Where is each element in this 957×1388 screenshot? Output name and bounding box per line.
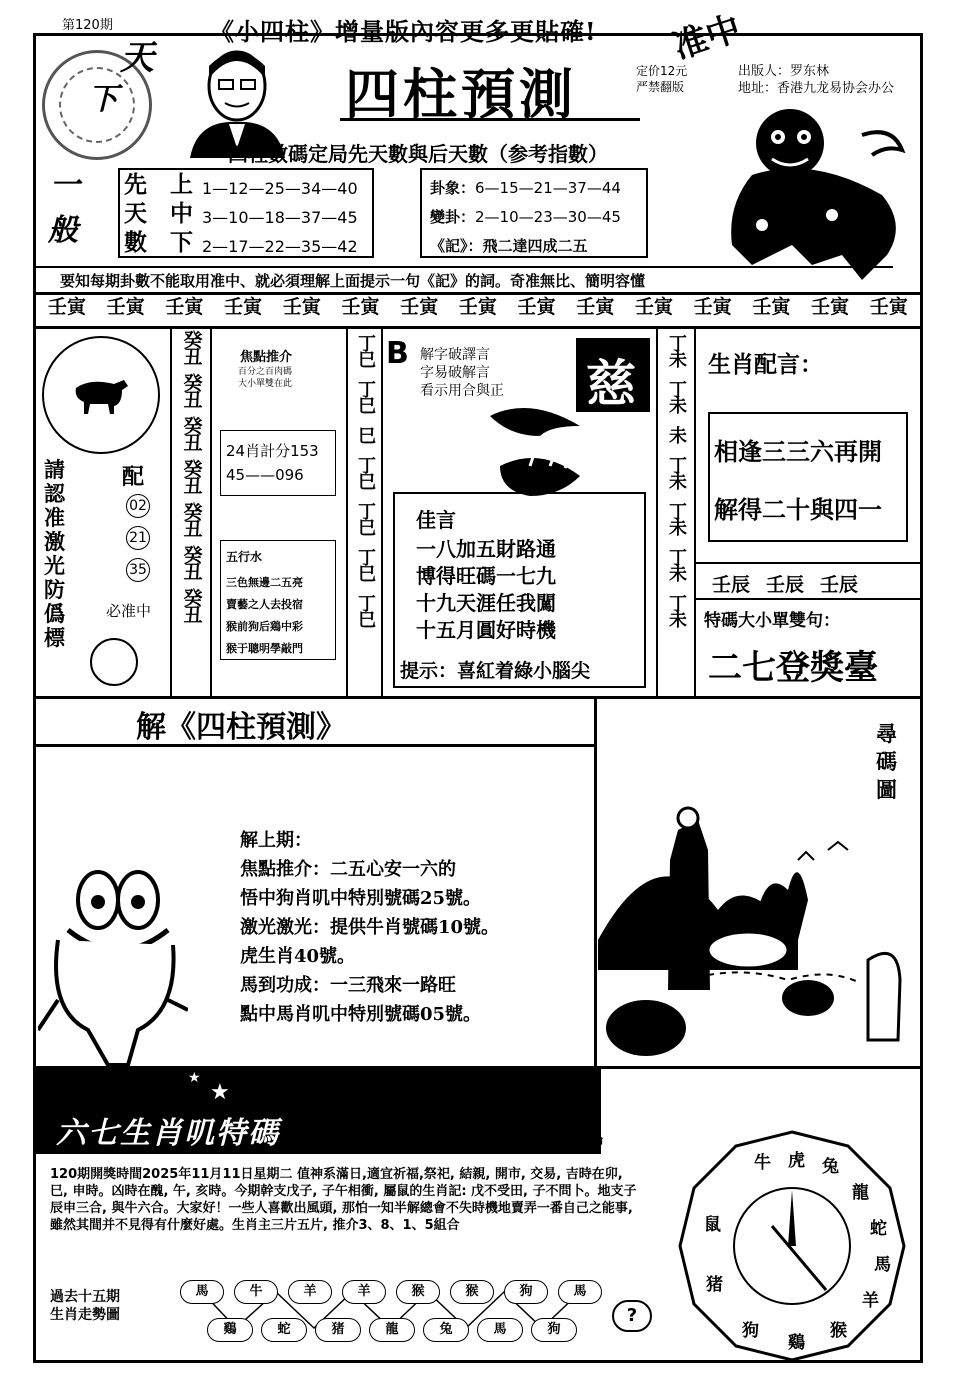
zodiac-wheel <box>676 1130 908 1362</box>
jie-line: 點中馬肖叽中特別號碼05號。 <box>240 1004 482 1025</box>
vertical-char: 防 <box>44 577 65 602</box>
wheel-label: 猴 <box>830 1321 847 1341</box>
ji-text: 《記》：飛二達四成二五 <box>430 237 588 255</box>
trend-top-cell: 狗 <box>504 1280 548 1304</box>
trend-bottom-cell: 龍 <box>369 1318 415 1342</box>
pei-num: 21 <box>126 526 150 550</box>
renchen-cell: 壬辰 <box>766 574 805 596</box>
calc-line-2: 45——096 <box>226 466 304 484</box>
wheel-label: 馬 <box>874 1255 891 1275</box>
dingsi-cell: 丁巳 <box>355 548 376 580</box>
brand-title: 四柱預測 <box>345 62 577 126</box>
star-icon: ★ <box>188 1070 201 1086</box>
trend-bottom-cell: 狗 <box>531 1318 577 1342</box>
trend-bottom-cell: 蛇 <box>261 1318 307 1342</box>
dingwei-cell: 未 <box>666 426 687 442</box>
jie-line: 激光激光：提供牛肖號碼10號。 <box>240 917 500 938</box>
trend-label: 生肖走勢圖 <box>50 1307 120 1323</box>
wheel-label: 狗 <box>742 1321 759 1341</box>
jie-line: 悟中狗肖叽中特別號碼25號。 <box>240 888 482 909</box>
ganzhi-cell: 壬寅 <box>693 296 732 318</box>
wheel-label: 牛 <box>754 1153 771 1173</box>
trend-bottom-cell: 猪 <box>315 1318 361 1342</box>
zhunzhong-stamp: 准中 <box>668 8 746 68</box>
bird-plant-image <box>470 396 610 506</box>
ganzhi-cell: 壬寅 <box>811 296 850 318</box>
wheel-label: 兔 <box>822 1157 839 1177</box>
dingwei-cell: 丁未 <box>666 334 687 366</box>
jiayan-line: 博得旺碼一七九 <box>416 564 556 588</box>
xtd-pos-shang: 上 <box>170 171 193 198</box>
gua-nums: 6—15—21—37—44 <box>475 179 621 197</box>
focus-sub2: 大小單雙在此 <box>238 379 293 389</box>
title-underline <box>340 118 640 121</box>
shengxiao-title: 生肖配言： <box>708 351 823 378</box>
ganzhi-cell: 壬寅 <box>517 296 556 318</box>
trend-top-cell: 羊 <box>342 1280 386 1304</box>
wheel-label: 羊 <box>862 1291 879 1311</box>
tema-value: 二七登獎臺 <box>708 648 878 688</box>
big-char-yi: 一 <box>50 168 80 203</box>
dingsi-cell: 丁巳 <box>355 594 376 626</box>
xtd-row-3: 2—17—22—35—42 <box>202 237 358 256</box>
trend-top-cell: 牛 <box>234 1280 278 1304</box>
trend-label: 過去十五期 <box>50 1289 120 1305</box>
xtd-label-tian: 天 <box>124 200 147 227</box>
big-char-tian: 天 <box>120 38 154 78</box>
wuxing-line: 猴于聰明學敲門 <box>226 642 303 655</box>
wheel-label: 龍 <box>852 1183 869 1203</box>
renchen-cell: 壬辰 <box>712 574 751 596</box>
guichou-cell: 癸丑 <box>180 502 203 536</box>
dingwei-cell: 丁未 <box>666 502 687 534</box>
big-char-xia: 下 <box>88 82 118 117</box>
star-icon: ★ <box>210 1080 230 1105</box>
top-banner: 《小四柱》增量版內容更多更貼確! <box>210 17 597 46</box>
vertical-char: 請 <box>44 457 65 482</box>
notice-text: 要知每期卦數不能取用准中、就必須理解上面提示一句《記》的詞。奇准無比、簡明容懂 <box>60 272 646 290</box>
wheel-label: 虎 <box>788 1151 805 1171</box>
vertical-char: 激 <box>44 529 65 554</box>
cartoon-character <box>38 860 188 1070</box>
xtd-pos-xia: 下 <box>170 229 193 256</box>
slogan-text: 猜中必中 百發百中 <box>470 1133 604 1152</box>
ganzhi-row <box>48 298 908 317</box>
dingsi-cell: 丁巳 <box>355 334 376 366</box>
dingwei-cell: 丁未 <box>666 456 687 488</box>
pei-label: 配 <box>122 464 145 490</box>
vertical-char: 標 <box>44 625 65 650</box>
calligraphy-title: 六七生肖叽特碼 <box>56 1116 280 1151</box>
dingsi-cell: 丁巳 <box>355 456 376 488</box>
jie-title: 解《四柱預測》 <box>136 710 346 745</box>
xtd-pos-zhong: 中 <box>170 200 193 227</box>
ganzhi-cell: 壬寅 <box>165 296 204 318</box>
guichou-cell: 癸丑 <box>180 545 203 579</box>
vertical-char: 僞 <box>44 601 65 626</box>
address-text: 地址：香港九龙易协会办公 <box>738 81 895 96</box>
shengxiao-line-1: 相逢三三六再開 <box>714 437 882 466</box>
riddle-line: 解字破譯言 <box>420 347 490 363</box>
riddle-line: 字易破解言 <box>420 365 490 381</box>
issue-label: 第120期 <box>62 18 113 33</box>
guichou-cell: 癸丑 <box>180 330 203 364</box>
jie-line: 馬到功成：一三飛來一路旺 <box>240 975 456 996</box>
ganzhi-cell: 壬寅 <box>106 296 145 318</box>
pei-num: 35 <box>126 558 150 582</box>
trend-top-cell: 羊 <box>288 1280 332 1304</box>
guichou-cell: 癸丑 <box>180 416 203 450</box>
wheel-label: 蛇 <box>870 1219 887 1239</box>
guichou-cell: 癸丑 <box>180 373 203 407</box>
ganzhi-cell: 壬寅 <box>282 296 321 318</box>
b-letter: B <box>386 336 409 371</box>
ganzhi-cell: 壬寅 <box>224 296 263 318</box>
wuxing-line: 猴前狗后鶏中彩 <box>226 620 303 633</box>
xunma-char: 尋 <box>876 721 897 746</box>
wheel-label: 鼠 <box>704 1215 721 1235</box>
question-bubble: ? <box>612 1300 652 1332</box>
jiayan-line: 一八加五財路通 <box>416 537 556 561</box>
guichou-cell: 癸丑 <box>180 459 203 493</box>
trend-top-cell: 猴 <box>450 1280 494 1304</box>
ci-char: 慈 <box>586 354 636 413</box>
ganzhi-cell: 壬寅 <box>341 296 380 318</box>
publisher-text: 出版人：罗东林 <box>738 64 830 79</box>
trend-top-cell: 猴 <box>396 1280 440 1304</box>
big-char-ban: 般 <box>48 213 78 248</box>
jie-line: 虎生肖40號。 <box>240 946 356 967</box>
jiayan-hint: 提示：喜紅着綠小腦尖 <box>400 660 591 682</box>
trend-bottom-cell: 馬 <box>477 1318 523 1342</box>
bottom-paragraph: 120期開獎時間2025年11月11日星期二 值神系滿日,適宜祈福,祭祀, 結親, 開市, 交易, 吉時在卯, 巳, 申時。凶時在醜, 午, 亥時。今期幹支戊子, 子午相衝, 屬鼠的生肖記: 戊不受田, 子不問卜。地支子辰申三合, 與牛六合。大家好！一些人喜歡出風頭, 那怕一知半解總會不失時機地賣弄一番自己之能事, 雖然其間并不見得有什麼好處。生肖主三片五片, 推介3、8、1、5組合 <box>50 1167 637 1233</box>
wuxing-line: 三色無邊二五亮 <box>226 576 303 589</box>
dingwei-cell: 丁未 <box>666 548 687 580</box>
ox-icon <box>70 374 134 416</box>
xtd-row-2: 3—10—18—37—45 <box>202 208 358 227</box>
focus-sub1: 百分之百肉碼 <box>238 367 293 377</box>
lion-image <box>712 95 922 290</box>
renchen-cell: 壬辰 <box>820 574 859 596</box>
bizhong-text: 必准中 <box>106 602 152 620</box>
xtd-label-shu: 數 <box>124 229 147 256</box>
xunma-char: 碼 <box>876 749 897 774</box>
xunma-scene-image <box>598 790 920 1064</box>
xunma-char: 圖 <box>876 777 897 802</box>
trend-top-cell: 馬 <box>558 1280 602 1304</box>
wuxing-title: 五行水 <box>226 550 263 564</box>
section-subtitle: 四柱數碼定局先天數與后天數（参考指數） <box>228 142 608 166</box>
trend-bottom-cell: 鷄 <box>207 1318 253 1342</box>
ganzhi-cell: 壬寅 <box>635 296 674 318</box>
shengxiao-line-2: 解得二十與四一 <box>714 495 882 524</box>
dingsi-cell: 巳 <box>355 426 376 442</box>
jie-line: 焦點推介：二五心安一六的 <box>240 859 456 880</box>
bian-label: 變卦： <box>430 208 476 226</box>
price-text: 定价12元 <box>636 64 688 78</box>
empty-circle <box>90 638 138 686</box>
gua-label: 卦象： <box>430 179 476 197</box>
guichou-cell: 癸丑 <box>180 588 203 622</box>
ganzhi-cell: 壬寅 <box>400 296 439 318</box>
trend-top-cell: 馬 <box>180 1280 224 1304</box>
vertical-char: 准 <box>44 505 65 530</box>
focus-title: 焦點推介 <box>240 350 293 365</box>
riddle-line: 看示用合與正 <box>420 383 504 399</box>
dingsi-cell: 丁巳 <box>355 380 376 412</box>
jiayan-line: 十九天涯任我闖 <box>416 591 556 615</box>
ganzhi-cell: 壬寅 <box>869 296 908 318</box>
pei-num: 02 <box>126 494 150 518</box>
wheel-label: 鷄 <box>788 1333 805 1353</box>
dingsi-cell: 丁巳 <box>355 502 376 534</box>
xtd-label-xian: 先 <box>124 171 147 198</box>
tema-label: 特碼大小單雙句： <box>704 611 840 631</box>
ganzhi-cell: 壬寅 <box>752 296 791 318</box>
xtd-row-1: 1—12—25—34—40 <box>202 179 358 198</box>
ganzhi-cell: 壬寅 <box>576 296 615 318</box>
calc-line-1: 24肖計分153 <box>226 442 319 460</box>
jie-heading: 解上期： <box>240 830 312 851</box>
jiayan-line: 十五月圓好時機 <box>416 618 556 642</box>
wheel-label: 猪 <box>706 1275 723 1295</box>
jiayan-title: 佳言 <box>416 508 456 532</box>
ganzhi-cell: 壬寅 <box>458 296 497 318</box>
vertical-char: 認 <box>44 481 65 506</box>
dingwei-cell: 丁未 <box>666 594 687 626</box>
vertical-char: 光 <box>44 553 65 578</box>
trend-bottom-cell: 兔 <box>423 1318 469 1342</box>
dingwei-cell: 丁未 <box>666 380 687 412</box>
bian-nums: 2—10—23—30—45 <box>475 208 621 226</box>
wuxing-line: 賣藝之人去投宿 <box>226 598 303 611</box>
ganzhi-cell: 壬寅 <box>48 296 87 318</box>
no-copy-text: 严禁翻版 <box>636 80 685 94</box>
